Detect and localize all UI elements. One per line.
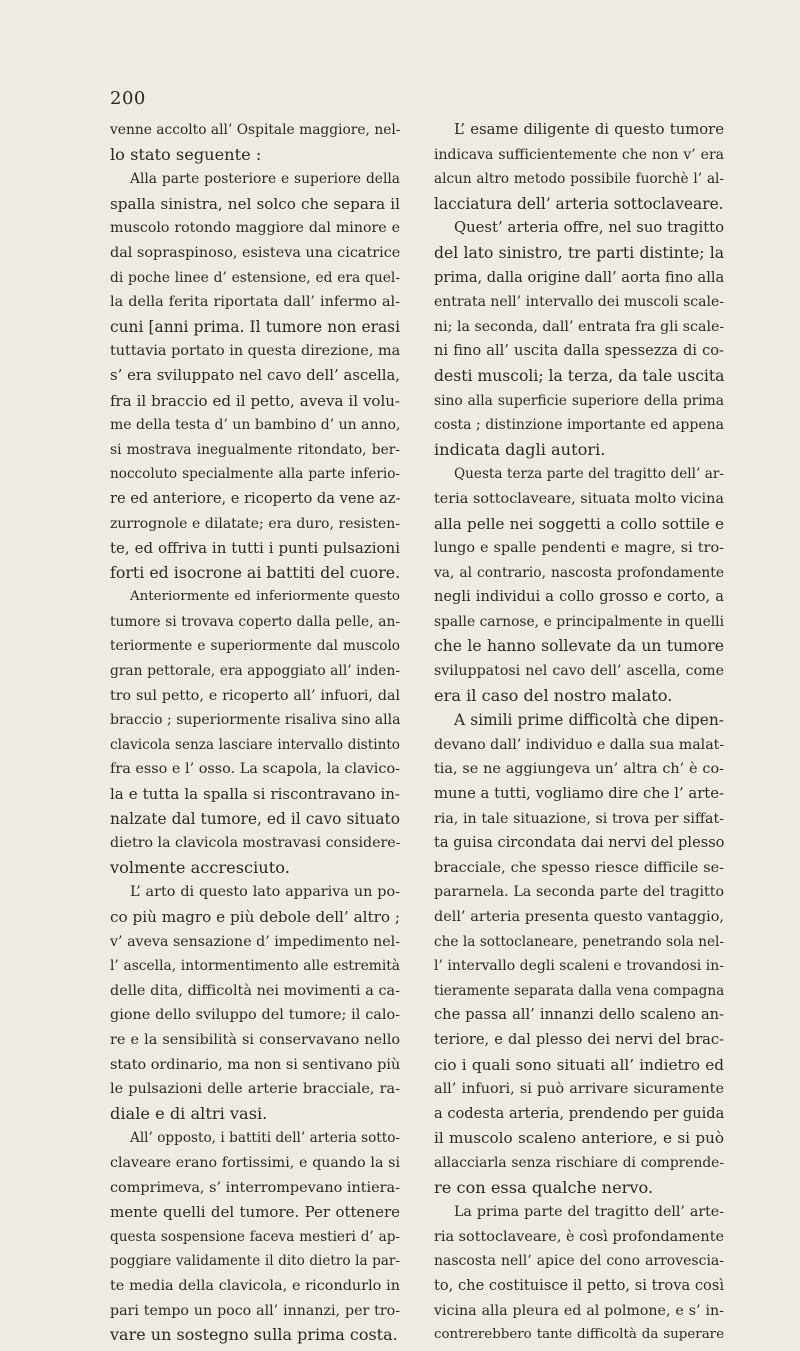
text-line: delle dita, difficoltà nei movimenti a ca- xyxy=(110,982,400,999)
text-line: dal sopraspinoso, esisteva una cicatrice xyxy=(110,244,401,261)
text-line: ni; la seconda, dall’ entrata fra gli scale- xyxy=(434,318,725,335)
text-line: cuni [anni prima. Il tumore non erasi xyxy=(110,317,400,336)
text-line: pari tempo un poco all’ innanzi, per tro- xyxy=(110,1302,400,1319)
text-line: te, ed offriva in tutti i punti pulsazioni xyxy=(110,539,400,558)
text-line: che le hanno sollevate da un tumore xyxy=(434,637,724,656)
text-line: devano dall’ individuo e dalla sua malat- xyxy=(434,736,725,753)
text-line: clavicola senza lasciare intervallo distinto xyxy=(110,736,400,753)
text-line: va, al contrario, nascosta profondamente xyxy=(434,564,724,581)
text-line: costa ; distinzione importante ed appena xyxy=(434,417,724,434)
text-line: ta guisa circondata dai nervi del plesso xyxy=(434,834,725,852)
text-line: claveare erano fortissimi, e quando la si xyxy=(110,1154,400,1171)
text-line: venne accolto all’ Ospitale maggiore, nel- xyxy=(110,122,401,138)
text-line: dell’ arteria presenta questo vantaggio, xyxy=(434,909,724,925)
text-line: forti ed isocrone ai battiti del cuore. xyxy=(110,562,401,582)
text-line: me della testa d’ un bambino d’ un anno, xyxy=(110,417,401,434)
text-line: Questa terza parte del tragitto dell’ ar- xyxy=(454,466,724,483)
text-line: la e tutta la spalla si riscontravano in- xyxy=(110,785,400,804)
text-line: Anteriormente ed inferiormente questo xyxy=(130,589,400,605)
text-line: le pulsazioni delle arterie bracciale, ra- xyxy=(110,1081,400,1098)
text-line: re e la sensibilità si conservavano nello xyxy=(110,1031,400,1048)
text-line: nalzate dal tumore, ed il cavo situato xyxy=(110,809,400,828)
text-line: L’ arto di questo lato appariva un po- xyxy=(130,884,400,901)
text-line: allacciarla senza rischiare di comprende- xyxy=(434,1154,724,1171)
text-line: dietro la clavicola mostravasi considere- xyxy=(110,835,401,852)
text-line: tieramente separata dalla vena compagna xyxy=(434,982,725,999)
text-line: L’ esame diligente di questo tumore xyxy=(454,121,724,138)
text-line: re ed anteriore, e ricoperto da vene az- xyxy=(110,489,401,507)
text-line: del lato sinistro, tre parti distinte; la xyxy=(434,243,724,262)
text-line: zurrognole e dilatate; era duro, resisten- xyxy=(110,515,400,532)
text-line: pararnela. La seconda parte del tragitto xyxy=(434,884,724,901)
text-line: te media della clavicola, e ricondurlo in xyxy=(110,1277,400,1294)
right-text-column xyxy=(434,118,724,1348)
text-line: l’ intervallo degli scaleni e trovandosi in- xyxy=(434,958,724,975)
text-line: A simili prime difficoltà che dipen- xyxy=(454,711,724,730)
text-line: teria sottoclaveare, situata molto vicina xyxy=(434,490,724,507)
text-line: lo stato seguente : xyxy=(110,144,262,164)
text-line: entrata nell’ intervallo dei muscoli scale- xyxy=(434,294,724,311)
text-line: tia, se ne aggiungeva un’ altra ch’ è co- xyxy=(434,761,724,778)
text-line: all’ infuori, si può arrivare sicuramente xyxy=(434,1081,724,1098)
text-line: tuttavia portato in questa direzione, ma xyxy=(110,343,401,360)
text-line: tumore si trovava coperto dalla pelle, an- xyxy=(110,613,400,630)
text-line: diale e di altri vasi. xyxy=(110,1103,268,1123)
text-line: contrerebbero tante difficoltà da superare xyxy=(434,1327,724,1343)
text-line: ria sottoclaveare, è così profondamente xyxy=(434,1228,724,1245)
text-line: lungo e spalle pendenti e magre, si tro- xyxy=(434,540,724,557)
text-line: mente quelli del tumore. Per ottenere xyxy=(110,1203,400,1222)
text-line: la della ferita riportata dall’ infermo al- xyxy=(110,294,400,311)
text-line: ni fino all’ uscita dalla spessezza di co- xyxy=(434,342,724,360)
text-line: che passa all’ innanzi dello scaleno an- xyxy=(434,1006,724,1024)
text-line: comprimeva, s’ interrompevano intiera- xyxy=(110,1179,400,1196)
text-line: prima, dalla origine dall’ aorta fino alla xyxy=(434,268,725,286)
text-line: Quest’ arteria offre, nel suo tragitto xyxy=(454,219,724,237)
text-line: era il caso del nostro malato. xyxy=(434,685,673,705)
text-line: desti muscoli; la terza, da tale uscita xyxy=(434,366,725,385)
text-line: alla pelle nei soggetti a collo sottile e xyxy=(434,514,724,533)
text-line: vare un sostegno sulla prima costa. xyxy=(110,1325,398,1345)
text-line: La prima parte del tragitto dell’ arte- xyxy=(454,1204,724,1221)
text-line: fra il braccio ed il petto, aveva il volu- xyxy=(110,391,400,410)
text-line: volmente accresciuto. xyxy=(110,857,290,877)
text-line: si mostrava inegualmente ritondato, ber- xyxy=(110,441,400,458)
text-line: il muscolo scaleno anteriore, e si può xyxy=(434,1129,724,1148)
text-line: braccio ; superiormente risaliva sino alla xyxy=(110,712,401,729)
text-line: questa sospensione faceva mestieri d’ ap- xyxy=(110,1228,400,1245)
text-line: negli individui a collo grosso e corto, a xyxy=(434,588,724,606)
text-line: indicava sufficientemente che non v’ era xyxy=(434,146,724,163)
text-line: v’ aveva sensazione d’ impedimento nel- xyxy=(110,933,400,950)
text-line: fra esso e l’ osso. La scapola, la clavico- xyxy=(110,761,400,778)
text-line: Alla parte posteriore e superiore della xyxy=(130,171,400,188)
text-line: vicina alla pleura ed al polmone, e s’ in- xyxy=(434,1302,724,1319)
text-line: di poche linee d’ estensione, ed era quel- xyxy=(110,269,400,286)
text-line: to, che costituisce il petto, si trova così xyxy=(434,1276,724,1294)
text-line: l’ ascella, intormentimento alle estremità xyxy=(110,958,400,975)
text-line: bracciale, che spesso riesce difficile se- xyxy=(434,859,724,876)
text-line: teriormente e superiormente dal muscolo xyxy=(110,638,400,655)
text-line: muscolo rotondo maggiore dal minore e xyxy=(110,220,400,237)
text-line: sino alla superficie superiore della prima xyxy=(434,392,724,409)
text-line: cio i quali sono situati all’ indietro ed xyxy=(434,1055,724,1074)
text-line: nascosta nell’ apice del cono arrovescia- xyxy=(434,1253,724,1270)
text-line: lacciatura dell’ arteria sottoclaveare. xyxy=(434,194,724,213)
text-line: sviluppatosi nel cavo dell’ ascella, come xyxy=(434,663,724,680)
text-line: noccoluto specialmente alla parte inferio- xyxy=(110,466,400,483)
text-line: stato ordinario, ma non si sentivano più xyxy=(110,1056,401,1073)
text-line: gran pettorale, era appoggiato all’ inden- xyxy=(110,663,400,680)
text-line: co più magro e più debole dell’ altro ; xyxy=(110,908,400,926)
text-line: a codesta arteria, prendendo per guida xyxy=(434,1104,725,1122)
text-line: poggiare validamente il dito dietro la par- xyxy=(110,1253,400,1270)
text-line: alcun altro metodo possibile fuorchè l’ al- xyxy=(434,171,724,188)
text-line: tro sul petto, e ricoperto all’ infuori, dal xyxy=(110,687,400,704)
text-line: che la sottoclaneare, penetrando sola nel- xyxy=(434,933,724,950)
text-line: All’ opposto, i battiti dell’ arteria sotto- xyxy=(130,1130,400,1147)
text-line: spalle carnose, e principalmente in quelli xyxy=(434,613,724,630)
text-line: gione dello sviluppo del tumore; il calo- xyxy=(110,1007,400,1024)
left-text-column xyxy=(110,118,400,1348)
page-number: 200 xyxy=(110,88,146,109)
text-line: teriore, e dal plesso dei nervi del brac- xyxy=(434,1030,724,1048)
text-line: indicata dagli autori. xyxy=(434,439,606,459)
text-line: ria, in tale situazione, si trova per siffat- xyxy=(434,810,724,827)
text-line: re con essa qualche nervo. xyxy=(434,1177,654,1197)
text-line: spalla sinistra, nel solco che separa il xyxy=(110,194,400,213)
text-line: mune a tutti, vogliamo dire che l’ arte- xyxy=(434,785,725,803)
text-line: s’ era sviluppato nel cavo dell’ ascella, xyxy=(110,366,400,384)
